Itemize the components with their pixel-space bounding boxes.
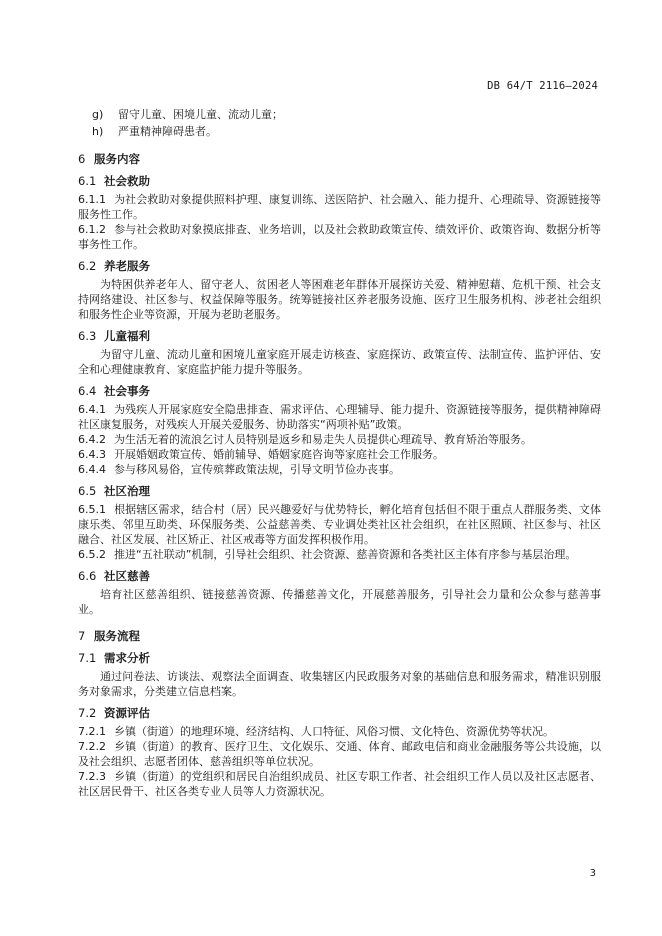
subsection-heading bbox=[78, 173, 601, 189]
subsection-number: 7.1 bbox=[78, 651, 97, 665]
clause-text: 为特困供养老年人、留守老人、贫困老人等困难老年群体开展探访关爱、精神慰藉、危机干预、社会支持网络建设、社区参与、权益保障等服务。统筹链接社区养老服务设施、医疗卫生服务机构、涉老社会组织和服务性企业等资源，开展为老助老服务。 bbox=[78, 278, 601, 321]
clause-paragraph bbox=[78, 347, 601, 377]
section-number: 6 bbox=[78, 152, 86, 166]
subsection-title: 社区治理 bbox=[104, 484, 150, 498]
clause-text: 推进“五社联动”机制，引导社会组织、社会资源、慈善资源和各类社区主体有序参与基层治理。 bbox=[114, 548, 577, 561]
clause-text: 参与社会救助对象摸底排查、业务培训，以及社会救助政策宣传、绩效评价、政策咨询、数据分析等事务性工作。 bbox=[78, 223, 601, 251]
clause-paragraph bbox=[78, 462, 601, 477]
clause-text: 根据辖区需求，结合村（居）民兴趣爱好与优势特长，孵化培育包括但不限于重点人群服务类、文体康乐类、邻里互助类、环保服务类、公益慈善类、专业调处类社区社会组织，在社区照顾、社区参与、社区融合、社区发展、社区矫正、社区戒毒等方面发挥积极作用。 bbox=[78, 503, 601, 546]
subsection-number: 7.2 bbox=[78, 706, 97, 720]
clause-paragraph bbox=[78, 192, 601, 222]
subsection-title: 社区慈善 bbox=[104, 569, 150, 583]
subsection-heading bbox=[78, 258, 601, 274]
subsection-heading bbox=[78, 328, 601, 344]
clause-text: 通过问卷法、访谈法、观察法全面调查、收集辖区内民政服务对象的基础信息和服务需求，精准识别服务对象需求，分类建立信息档案。 bbox=[78, 670, 601, 698]
clause-paragraph bbox=[78, 222, 601, 252]
section-title: 服务内容 bbox=[94, 152, 140, 166]
clause-text: 乡镇（街道）的党组织和居民自治组织成员、社区专职工作者、社会组织工作人员以及社区志愿者、社区居民骨干、社区各类专业人员等人力资源状况。 bbox=[78, 770, 601, 798]
clause-number: 6.4.3 bbox=[78, 448, 106, 461]
subsection-title: 需求分析 bbox=[104, 651, 150, 665]
clause-paragraph bbox=[78, 447, 601, 462]
clause-paragraph bbox=[78, 547, 601, 562]
section-heading bbox=[78, 628, 601, 644]
subsection-number: 6.3 bbox=[78, 329, 97, 343]
list-marker: h) bbox=[92, 125, 104, 138]
standard-code: DB 64/T 2116—2024 bbox=[487, 80, 598, 92]
section-heading bbox=[78, 151, 601, 167]
subsection-number: 6.6 bbox=[78, 569, 97, 583]
clause-number: 6.4.4 bbox=[78, 463, 106, 476]
subsection-number: 6.4 bbox=[78, 384, 97, 398]
list-marker: g) bbox=[92, 108, 104, 121]
subsection-number: 6.1 bbox=[78, 174, 97, 188]
clause-text: 为残疾人开展家庭安全隐患排查、需求评估、心理辅导、能力提升、资源链接等服务，提供精神障碍社区康复服务，对残疾人开展关爱服务、协助落实“两项补贴”政策。 bbox=[78, 403, 601, 431]
clause-paragraph bbox=[78, 669, 601, 699]
section-title: 服务流程 bbox=[94, 629, 140, 643]
clause-text: 为社会救助对象提供照料护理、康复训练、送医陪护、社会融入、能力提升、心理疏导、资源链接等服务性工作。 bbox=[78, 193, 601, 221]
clause-paragraph bbox=[78, 432, 601, 447]
clause-text: 为生活无着的流浪乞讨人员特别是返乡和易走失人员提供心理疏导、教育矫治等服务。 bbox=[114, 433, 532, 446]
clause-paragraph bbox=[78, 724, 601, 739]
clause-number: 6.1.1 bbox=[78, 193, 106, 206]
subsection-heading bbox=[78, 650, 601, 666]
clause-number: 7.2.3 bbox=[78, 770, 106, 783]
subsection-heading bbox=[78, 705, 601, 721]
clause-number: 6.5.2 bbox=[78, 548, 106, 561]
page-number: 3 bbox=[589, 868, 596, 879]
clause-number: 6.1.2 bbox=[78, 223, 106, 236]
clause-number: 6.5.1 bbox=[78, 503, 106, 516]
sections bbox=[78, 151, 601, 799]
clause-text: 培育社区慈善组织、链接慈善资源、传播慈善文化，开展慈善服务，引导社会力量和公众参与慈善事业。 bbox=[78, 588, 601, 616]
subsection-number: 6.2 bbox=[78, 259, 97, 273]
clause-text: 乡镇（街道）的地理环境、经济结构、人口特征、风俗习惯、文化特色、资源优势等状况。 bbox=[114, 725, 554, 738]
clause-number: 6.4.1 bbox=[78, 403, 106, 416]
subsection-number: 6.5 bbox=[78, 484, 97, 498]
subsection-heading bbox=[78, 383, 601, 399]
clause-number: 7.2.2 bbox=[78, 740, 106, 753]
subsection-title: 社会救助 bbox=[104, 174, 150, 188]
clause-paragraph bbox=[78, 739, 601, 769]
subsection-title: 养老服务 bbox=[104, 259, 150, 273]
clause-number: 7.2.1 bbox=[78, 725, 106, 738]
document-body bbox=[78, 106, 601, 799]
clause-text: 参与移风易俗，宣传殡葬政策法规，引导文明节俭办丧事。 bbox=[114, 463, 400, 476]
list-text: 留守儿童、困境儿童、流动儿童； bbox=[118, 108, 283, 121]
subsection-heading bbox=[78, 483, 601, 499]
clause-text: 乡镇（街道）的教育、医疗卫生、文化娱乐、交通、体育、邮政电信和商业金融服务等公共设施，以及社会组织、志愿者团体、慈善组织等单位状况。 bbox=[78, 740, 601, 768]
subsection-heading bbox=[78, 568, 601, 584]
clause-paragraph bbox=[78, 502, 601, 547]
clause-paragraph bbox=[78, 769, 601, 799]
subsection-title: 社会事务 bbox=[104, 384, 150, 398]
clause-paragraph bbox=[78, 277, 601, 322]
list-text: 严重精神障碍患者。 bbox=[118, 125, 217, 138]
list-item bbox=[92, 123, 601, 140]
subsection-title: 儿童福利 bbox=[104, 329, 150, 343]
clause-paragraph bbox=[78, 402, 601, 432]
list-item bbox=[92, 106, 601, 123]
list-block bbox=[78, 106, 601, 140]
clause-number: 6.4.2 bbox=[78, 433, 106, 446]
clause-paragraph bbox=[78, 587, 601, 617]
section-number: 7 bbox=[78, 629, 86, 643]
clause-text: 开展婚姻政策宣传、婚前辅导、婚姻家庭咨询等家庭社会工作服务。 bbox=[114, 448, 444, 461]
subsection-title: 资源评估 bbox=[104, 706, 150, 720]
clause-text: 为留守儿童、流动儿童和困境儿童家庭开展走访核查、家庭探访、政策宣传、法制宣传、监护评估、安全和心理健康教育、家庭监护能力提升等服务。 bbox=[78, 348, 601, 376]
